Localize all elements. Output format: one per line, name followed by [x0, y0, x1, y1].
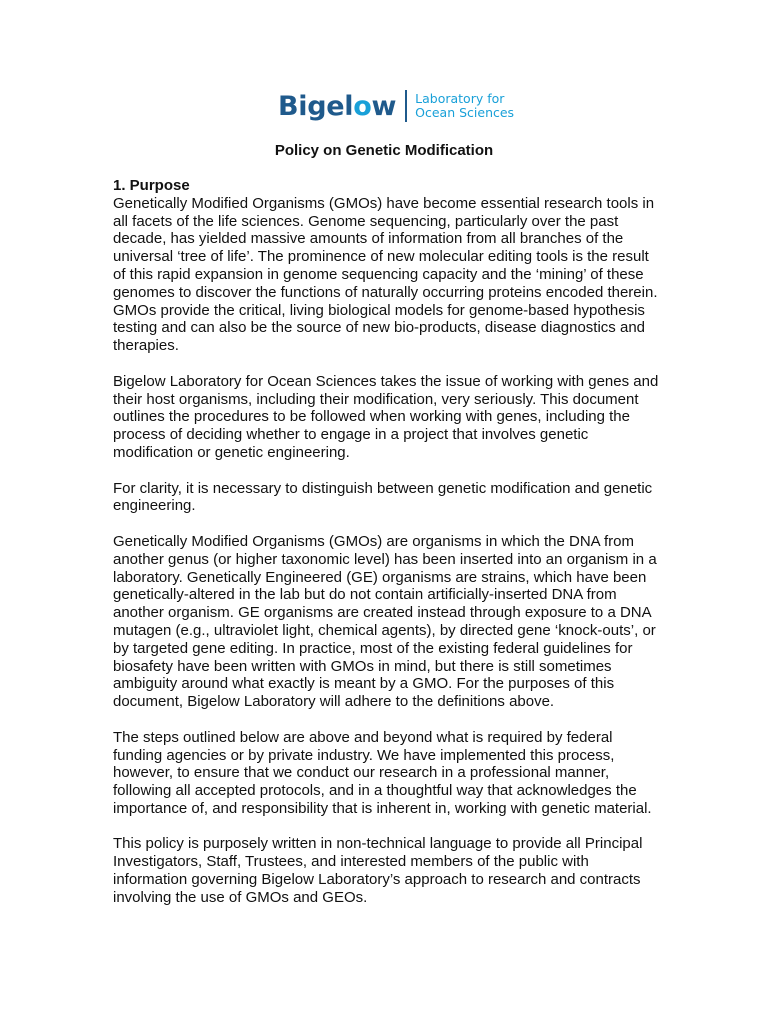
logo-subtitle	[415, 92, 514, 120]
section-heading-purpose: 1. Purpose	[113, 177, 190, 194]
paragraph-bigelow-approach: Bigelow Laboratory for Ocean Sciences takes the issue of working with genes and their host organisms, including their modification, very seriously. This document outlines the procedures to be followed when working with genes, including the process of deciding whether to engage in a project that involves genetic modification or genetic engineering.	[113, 372, 659, 461]
logo-word-part1: Bigel	[278, 90, 354, 122]
logo-wordmark	[278, 90, 397, 122]
logo-subtitle-line2: Ocean Sciences	[415, 105, 515, 120]
logo-word-accent: o	[353, 90, 372, 122]
document-body	[113, 177, 661, 924]
logo-subtitle-line1: Laboratory for	[415, 91, 505, 106]
paragraph-definitions: Genetically Modified Organisms (GMOs) are organisms in which the DNA from another genus (or higher taxonomic level) has been inserted into an organism in a laboratory. Genetically Engineered (GE) organisms are strains, which have been genetically-altered in the lab but do not contain artificially-inserted DNA from another organism. GE organisms are created instead through exposure to a DNA mutagen (e.g., ultraviolet light, chemical agents), by directed gene ‘knock-outs’, or by targeted gene editing. In practice, most of the existing federal guidelines for biosafety have been written with GMOs in mind, but there is still sometimes ambiguity around what exactly is meant by a GMO. For the purposes of this document, Bigelow Laboratory will adhere to the definitions above.	[113, 532, 657, 711]
paragraph-gmo-intro: Genetically Modified Organisms (GMOs) have become essential research tools in all facets of the life sciences. Genome sequencing, particularly over the past decade, has yielded massive amounts of information from all branches of the universal ‘tree of life’. The prominence of new molecular editing tools is the result of this rapid expansion in genome sequencing capacity and the ‘mining’ of these genomes to discover the functions of naturally occurring proteins encoded therein. GMOs provide the critical, living biological models for genome-based hypothesis testing and can also be the source of new bio-products, disease diagnostics and therapies.	[113, 194, 658, 355]
document-title: Policy on Genetic Modification	[274, 142, 494, 159]
paragraph-steps: The steps outlined below are above and beyond what is required by federal funding agencies or by private industry. We have implemented this process, however, to ensure that we conduct our research in a professional manner, following all accepted protocols, and in a thoughtful way that acknowledges the importance of, and responsibility that is inherent in, working with genetic material.	[113, 728, 652, 817]
logo-divider	[405, 90, 407, 122]
paragraph-clarity: For clarity, it is necessary to distinguish between genetic modification and genetic engineering.	[113, 479, 653, 515]
paragraph-policy-language: This policy is purposely written in non-technical language to provide all Principal Investigators, Staff, Trustees, and interested members of the public with information governing Bigelow Laboratory’s approach to research and contracts involving the use of GMOs and GEOs.	[113, 835, 643, 906]
bigelow-logo	[278, 88, 514, 124]
logo-word-part3: w	[371, 90, 397, 122]
